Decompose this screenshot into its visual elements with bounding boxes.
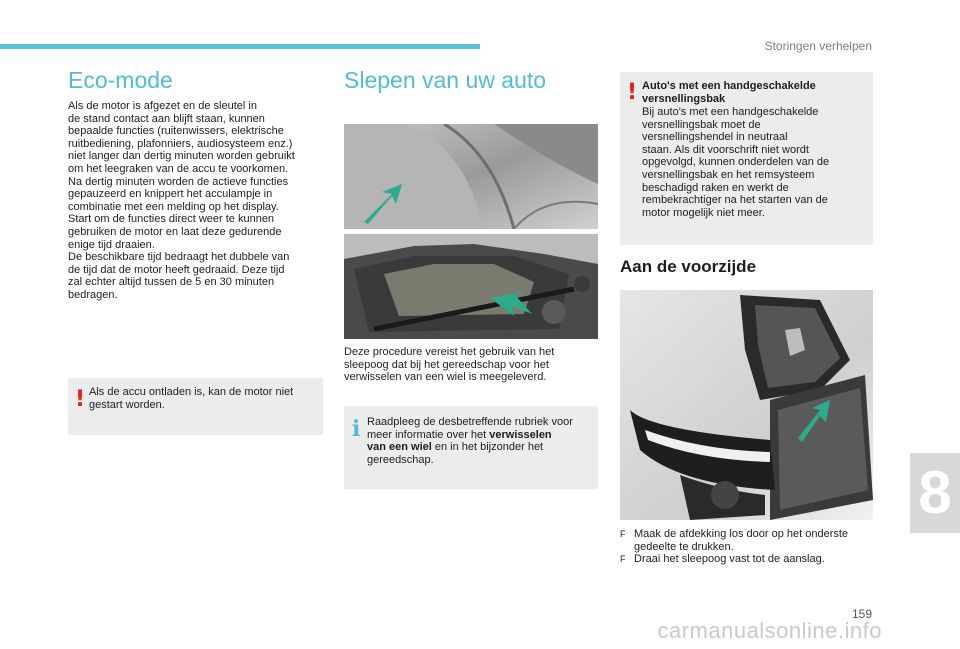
towing-body: Deze procedure vereist het gebruik van het sleepoog dat bij het gereedschap voor het verwisselen van een wiel is meegeleverd. bbox=[344, 346, 555, 384]
towing-info-text bbox=[367, 416, 597, 466]
tow-eye-compartment-illustration bbox=[344, 234, 598, 339]
front-steps-list bbox=[620, 528, 880, 566]
gearbox-warning-title: Auto's met een handgeschakelde versnellingsbak bbox=[642, 80, 816, 105]
bullet-icon: F bbox=[620, 529, 626, 539]
list-item bbox=[620, 553, 880, 566]
eco-mode-body: Als de motor is afgezet en de sleutel in de stand contact aan blijft staan, kunnen bepaalde functies (ruitenwissers, elektrische ruitbediening, plafonniers, audiosysteem enz.) niet langer dan dertig minuten worden gebruikt om het leegraken van de accu te voorkomen. Na dertig minuten worden de actieve functies gepauzeerd en knippert het acculampje in combinatie met een melding op het display. Start om de functies direct weer te kunnen gebruiken de motor en laat deze gedurende enige tijd draaien. De beschikbare tijd bedraagt het dubbele van de tijd dat de motor heeft gedraaid. Deze tijd zal echter altijd tussen de 5 en 30 minuten bedragen. bbox=[68, 100, 295, 301]
chapter-number: 8 bbox=[918, 459, 952, 526]
eco-mode-heading: Eco-mode bbox=[68, 67, 173, 93]
info-icon: i bbox=[352, 416, 361, 442]
warning-icon: ! bbox=[75, 387, 86, 412]
page-number: 159 bbox=[851, 607, 872, 621]
tow-eye-compartment-photo bbox=[344, 234, 598, 339]
list-item bbox=[620, 528, 880, 553]
tow-eye-storage-photo bbox=[344, 124, 598, 229]
step-text: Maak de afdekking los door op het onderste gedeelte te drukken. bbox=[634, 528, 849, 553]
warning-icon: ! bbox=[627, 80, 638, 105]
gearbox-warning-body: Bij auto's met een handgeschakelde versnellingsbak moet de versnellingshendel in neutraal staan. Als dit voorschrift niet wordt opgevolgd, kunnen onderdelen van de versnellingsbak en het remsysteem beschadigd raken en werkt de rembekrachtiger na het starten van de motor mogelijk niet meer. bbox=[642, 106, 830, 219]
front-bumper-photo bbox=[620, 290, 873, 520]
front-heading: Aan de voorzijde bbox=[620, 257, 757, 276]
towing-info-text-start: Raadpleeg de desbetreffende rubriek voor meer informatie over het bbox=[367, 416, 573, 441]
step-text: Draai het sleepoog vast tot de aanslag. bbox=[634, 553, 825, 566]
bullet-icon: F bbox=[620, 554, 626, 565]
header-accent-bar bbox=[0, 44, 480, 49]
towing-heading: Slepen van uw auto bbox=[344, 67, 547, 93]
watermark: carmanualsonline.info bbox=[657, 618, 882, 643]
towing-info-text-end: en in het bijzonder het gereedschap. bbox=[367, 441, 544, 466]
battery-warning-text: Als de accu ontladen is, kan de motor niet gestart worden. bbox=[89, 386, 294, 411]
section-title: Storingen verhelpen bbox=[764, 39, 872, 53]
front-bumper-illustration bbox=[620, 290, 873, 520]
tow-eye-storage-illustration bbox=[344, 124, 598, 229]
wheel-change-reference: verwisselen van een wiel bbox=[367, 428, 552, 454]
